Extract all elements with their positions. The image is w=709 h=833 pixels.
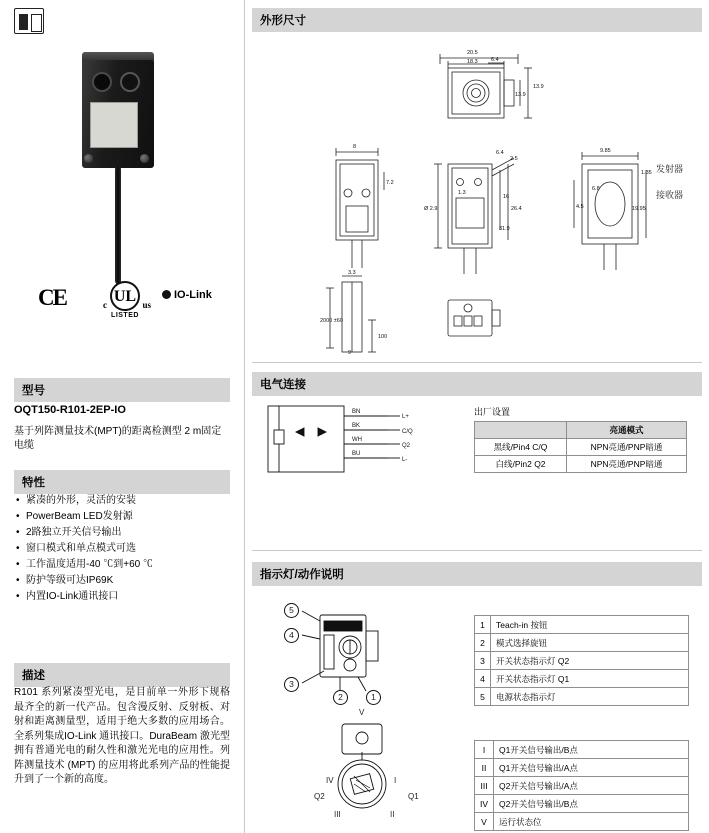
table-row <box>475 688 689 706</box>
ce-mark-icon: CE <box>38 285 66 310</box>
legend-num: 2 <box>475 634 491 652</box>
wire-signal-cq: C/Q <box>402 429 413 435</box>
callout-5: 5 <box>284 603 299 618</box>
dimension-drawing <box>252 30 702 355</box>
list-item: • 2路独立开关信号输出 <box>14 525 230 540</box>
legend-num: 1 <box>475 616 491 634</box>
list-item: • 窗口模式和单点模式可选 <box>14 541 230 556</box>
manufacturer-logo-icon <box>14 8 44 34</box>
legend-num: II <box>475 759 494 777</box>
factory-settings-table <box>474 421 687 473</box>
list-item: • PowerBeam LED发射源 <box>14 509 230 524</box>
factory-settings-title: 出厂设置 <box>474 407 511 417</box>
table-header-cell: 亮通模式 <box>567 422 687 439</box>
io-link-dot-icon <box>162 290 171 299</box>
legend-text: Q1开关信号输出/B点 <box>494 741 689 759</box>
dim-right-68: 6.8 <box>592 186 600 192</box>
product-photo <box>68 28 188 278</box>
dim-mid-small: 6.4 <box>496 150 504 156</box>
dim-mid-319: 31.9 <box>499 226 510 232</box>
table-row <box>475 759 689 777</box>
table-row <box>475 634 689 652</box>
mode-dial-svg <box>312 718 432 828</box>
description-text: R101 系列紧凑型光电，是目前单一外形下规格最齐全的新一代产品。包含漫反射、反射板、对射和距离测量型，适用于绝大多数的应用场合。全系列集成IO-Link 通讯接口。DuraBeam 激光型拥有普通光电的耐久性和激光光电的应用性。列阵测量技术 (MPT) 的应用将此系列产品的性能提升到了一个新的高度。 <box>14 687 230 785</box>
model-block <box>14 403 230 453</box>
ul-listed-label: LISTED <box>111 312 139 319</box>
indicator-legend-table <box>474 615 689 706</box>
model-number: OQT150-R101-2EP-IO <box>14 404 126 416</box>
section-header-description: 描述 <box>14 663 230 687</box>
mounting-screw-right <box>140 154 149 163</box>
dim-top-small: 6.4 <box>491 57 499 63</box>
dim-mid-16: 16 <box>503 194 510 200</box>
wire-signal-lplus: L+ <box>402 414 409 420</box>
left-column <box>0 0 244 833</box>
wire-code-bu: BU <box>352 451 361 457</box>
list-item: • 内置IO-Link通讯接口 <box>14 589 230 604</box>
product-label <box>90 102 138 148</box>
mode-dial-diagram <box>312 708 432 828</box>
table-row <box>475 456 687 473</box>
dial-label-q1: Q1 <box>408 792 419 801</box>
dim-mid-264: 26.4 <box>511 206 522 212</box>
legend-num: III <box>475 777 494 795</box>
wire-code-wh: WH <box>352 437 362 443</box>
legend-text: 模式选择旋钮 <box>491 634 689 652</box>
dim-top-width: 20.5 <box>467 50 478 56</box>
legend-text: Teach-in 按钮 <box>491 616 689 634</box>
legend-num: 4 <box>475 670 491 688</box>
model-description: 基于列阵测量技术(MPT)的距离检测型 2 m固定电缆 <box>14 426 222 451</box>
wiring-diagram-svg <box>260 400 460 490</box>
table-cell: NPN亮通/PNP暗通 <box>567 439 687 456</box>
dim-right-985: 9.85 <box>600 148 611 154</box>
features-block <box>14 487 230 605</box>
dial-label-ii: II <box>390 810 395 819</box>
legend-text: 开关状态指示灯 Q2 <box>491 652 689 670</box>
factory-settings-block <box>474 405 687 473</box>
column-divider <box>244 0 245 833</box>
legend-num: 5 <box>475 688 491 706</box>
callout-4: 4 <box>284 628 299 643</box>
dial-label-iii: III <box>334 810 341 819</box>
dial-label-iv: IV <box>326 776 334 785</box>
dim-bottom-9: 9 <box>348 350 352 355</box>
io-link-label: IO-Link <box>174 289 212 301</box>
table-row <box>475 652 689 670</box>
divider-after-electrical <box>252 550 702 551</box>
wire-code-bk: BK <box>352 423 361 429</box>
features-list <box>14 493 230 604</box>
callout-1: 1 <box>366 690 381 705</box>
legend-text: Q2开关信号输出/B点 <box>494 795 689 813</box>
section-header-electrical: 电气连接 <box>252 372 702 396</box>
wire-code-bn: BN <box>352 409 361 415</box>
legend-text: 电源状态指示灯 <box>491 688 689 706</box>
section-header-indicator: 指示灯/动作说明 <box>252 562 702 586</box>
dim-mid-13: 1.3 <box>458 190 466 196</box>
table-row <box>475 795 689 813</box>
receiver-label: 接收器 <box>656 190 684 200</box>
dial-label-v: V <box>359 708 365 717</box>
dim-bottom-100: 100 <box>378 334 388 340</box>
dim-right-45: 4.5 <box>576 204 584 210</box>
table-cell: 黑线/Pin4 C/Q <box>475 439 567 456</box>
table-cell: NPN亮通/PNP暗通 <box>567 456 687 473</box>
dim-top-h1: 13.9 <box>533 84 544 90</box>
legend-text: Q1开关信号输出/A点 <box>494 759 689 777</box>
dimension-drawing-svg <box>252 30 702 355</box>
list-item: • 紧凑的外形，灵活的安装 <box>14 493 230 508</box>
callout-3: 3 <box>284 677 299 692</box>
certification-marks <box>30 281 245 321</box>
dim-bottom-33: 3.3 <box>348 270 356 276</box>
table-header-cell <box>475 422 567 439</box>
ul-text: UL <box>113 288 137 305</box>
dial-label-i: I <box>394 776 397 785</box>
mounting-screw-left <box>84 154 93 163</box>
ul-us-label: us <box>142 300 151 310</box>
legend-text: 开关状态指示灯 Q1 <box>491 670 689 688</box>
right-column <box>252 0 709 833</box>
legend-text: 运行状态位 <box>494 813 689 831</box>
dim-left-h: 7.2 <box>386 180 394 186</box>
legend-text: Q2开关信号输出/A点 <box>494 777 689 795</box>
wire-signal-lminus: L- <box>402 457 408 463</box>
table-header-row <box>475 422 687 439</box>
divider-after-dimensions <box>252 362 702 363</box>
table-row <box>475 741 689 759</box>
dial-label-q2: Q2 <box>314 792 325 801</box>
table-row <box>475 777 689 795</box>
section-header-features: 特性 <box>14 470 230 494</box>
table-row <box>475 813 689 831</box>
emitter-lens <box>92 72 112 92</box>
receiver-lens <box>120 72 140 92</box>
emitter-label: 发射器 <box>656 164 684 174</box>
legend-num: 3 <box>475 652 491 670</box>
dim-mid-25: 2.5 <box>510 156 518 162</box>
legend-num: IV <box>475 795 494 813</box>
table-cell: 白线/Pin2 Q2 <box>475 456 567 473</box>
dim-top-inner: 18.3 <box>467 59 478 65</box>
legend-num: I <box>475 741 494 759</box>
dim-bottom-cable: 2000 ±60 <box>320 318 343 324</box>
io-link-mark-icon <box>162 289 212 301</box>
list-item: • 防护等级可达IP69K <box>14 573 230 588</box>
dim-top-h2: 13.9 <box>515 92 526 98</box>
table-row <box>475 616 689 634</box>
table-row <box>475 439 687 456</box>
list-item: • 工作温度适用-40 ℃到+60 ℃ <box>14 557 230 572</box>
callout-2: 2 <box>333 690 348 705</box>
section-header-model: 型号 <box>14 378 230 402</box>
operation-legend-table <box>474 740 689 831</box>
legend-num: V <box>475 813 494 831</box>
dim-right-1995: 19.95 <box>632 206 646 212</box>
dim-right-135: 1.35 <box>641 170 652 176</box>
ul-mark-icon <box>98 281 152 319</box>
indicator-diagram <box>262 595 462 715</box>
dim-left-w: 8 <box>353 144 357 150</box>
wire-signal-q2: Q2 <box>402 443 411 449</box>
sensor-cable <box>115 166 121 284</box>
dim-mid-diam: Ø 2.9 <box>424 206 438 212</box>
section-header-dimensions: 外形尺寸 <box>252 8 702 32</box>
wiring-diagram <box>260 400 460 490</box>
ul-c-label: c <box>103 300 107 310</box>
description-block <box>14 686 230 788</box>
table-row <box>475 670 689 688</box>
